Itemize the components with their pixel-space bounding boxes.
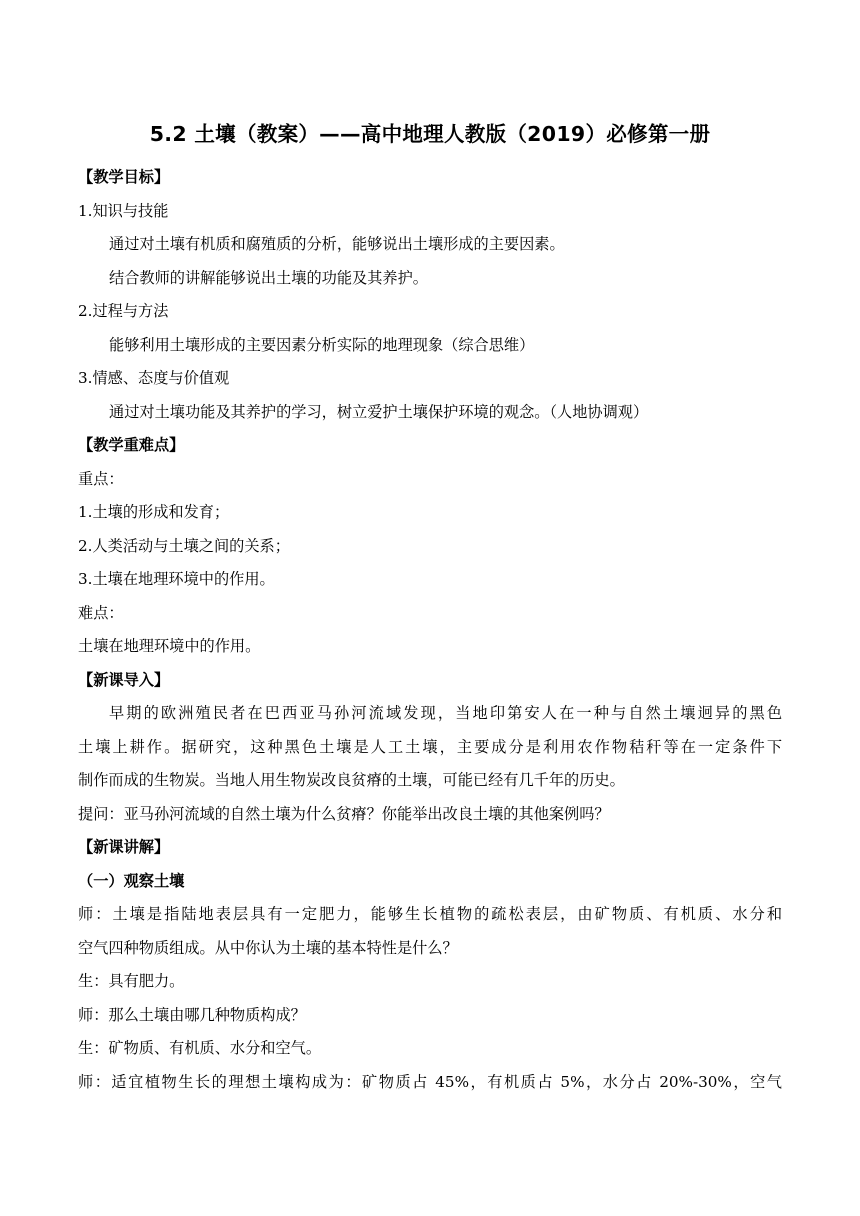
subheading-knowledge-skills: 1.知识与技能 xyxy=(78,201,169,220)
section-heading-key-difficult-points: 【教学重难点】 xyxy=(78,436,185,454)
dialogue-line: 师：那么土壤由哪几种物质构成？ xyxy=(78,1005,306,1024)
list-item: 1.土壤的形成和发育； xyxy=(78,503,230,521)
subheading-emotion-values: 3.情感、态度与价值观 xyxy=(78,369,230,387)
paragraph-line: 早期的欧洲殖民者在巴西亚马孙河流域发现，当地印第安人在一种与自然土壤迥异的黑色 xyxy=(109,704,782,722)
list-item: 3.土壤在地理环境中的作用。 xyxy=(78,570,275,588)
document-body xyxy=(78,118,782,1099)
label-difficult-points: 难点： xyxy=(78,603,124,622)
paragraph-line: 能够利用土壤形成的主要因素分析实际的地理现象（综合思维） xyxy=(109,335,535,354)
section-heading-lesson-explanation: 【新课讲解】 xyxy=(78,838,170,856)
dialogue-line: 师：适宜植物生长的理想土壤构成为：矿物质占 45%，有机质占 5%，水分占 20%-30%，空气 xyxy=(78,1072,782,1091)
paragraph-line: 土壤在地理环境中的作用。 xyxy=(78,637,261,655)
paragraph-line: 制作而成的生物炭。当地人用生物炭改良贫瘠的土壤，可能已经有几千年的历史。 xyxy=(78,771,625,789)
label-key-points: 重点： xyxy=(78,469,124,488)
section-heading-lesson-intro: 【新课导入】 xyxy=(78,670,170,689)
dialogue-line: 空气四种物质组成。从中你认为土壤的基本特性是什么？ xyxy=(78,938,458,957)
list-item: 2.人类活动与土壤之间的关系； xyxy=(78,536,290,555)
document-title: 5.2 土壤（教案）——高中地理人教版（2019）必修第一册 xyxy=(149,122,711,146)
question-line: 提问：亚马孙河流域的自然土壤为什么贫瘠？你能举出改良土壤的其他案例吗？ xyxy=(78,804,610,823)
paragraph-line: 通过对土壤有机质和腐殖质的分析，能够说出土壤形成的主要因素。 xyxy=(109,235,565,253)
paragraph-line: 通过对土壤功能及其养护的学习，树立爱护土壤保护环境的观念。（人地协调观） xyxy=(109,402,649,421)
dialogue-line: 生：具有肥力。 xyxy=(78,972,185,990)
paragraph-line: 土壤上耕作。据研究，这种黑色土壤是人工土壤，主要成分是利用农作物秸秆等在一定条件下 xyxy=(78,737,782,756)
subheading-process-methods: 2.过程与方法 xyxy=(78,302,169,320)
subheading-observe-soil: （一）观察土壤 xyxy=(78,871,185,890)
section-heading-teaching-objectives: 【教学目标】 xyxy=(78,168,170,186)
paragraph-line: 结合教师的讲解能够说出土壤的功能及其养护。 xyxy=(109,268,428,287)
dialogue-line: 生：矿物质、有机质、水分和空气。 xyxy=(78,1039,321,1057)
dialogue-line: 师：土壤是指陆地表层具有一定肥力，能够生长植物的疏松表层，由矿物质、有机质、水分和 xyxy=(78,905,782,923)
